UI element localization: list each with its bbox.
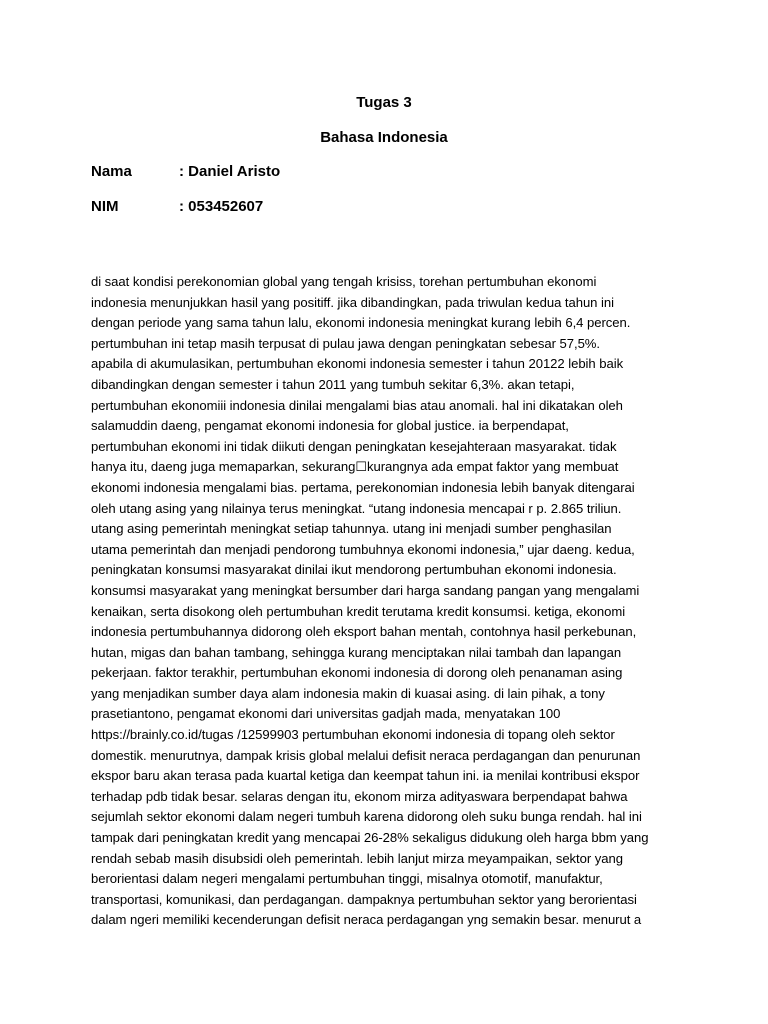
body-line: pekerjaan. faktor terakhir, pertumbuhan ekonomi indonesia di dorong oleh penanaman asing [91,665,623,681]
document-subtitle: Bahasa Indonesia [320,129,448,146]
body-line: dengan periode yang sama tahun lalu, ekonomi indonesia meningkat kurang lebih 6,4 percen. [91,315,631,331]
body-line: apabila di akumulasikan, pertumbuhan ekonomi indonesia semester i tahun 20122 lebih baik [91,356,624,372]
body-line: kenaikan, serta disokong oleh pertumbuhan kredit terutama kredit konsumsi. ketiga, ekonomi [91,603,626,619]
body-line: salamuddin daeng, pengamat ekonomi indonesia for global justice. ia berpendapat, [91,418,569,434]
nim-row [91,198,263,216]
name-row [91,163,280,181]
body-line: utang asing pemerintah meningkat setiap tahunnya. utang ini menjadi sumber penghasilan [91,521,612,537]
body-line: hanya itu, daeng juga memaparkan, sekurang☐kurangnya ada empat faktor yang membuat [91,459,619,475]
body-line: yang menjadikan sumber daya alam indonesia makin di kuasai asing. di lain pihak, a tony [91,685,605,701]
body-line: oleh utang asing yang nilainya terus meningkat. “utang indonesia mencapai r p. 2.865 triliun. [91,500,622,516]
body-line: ekspor baru akan terasa pada kuartal ketiga dan keempat tahun ini. ia menilai kontribusi ekspor [91,768,640,784]
body-line: prasetiantono, pengamat ekonomi dari universitas gadjah mada, menyatakan 100 [91,706,561,722]
body-line: konsumsi masyarakat yang meningkat bersumber dari harga sandang pangan yang mengalami [91,582,640,598]
essay-body [91,272,681,931]
body-line: utama pemerintah dan menjadi pendorong tumbuhnya ekonomi indonesia,” ujar daeng. kedua, [91,541,635,557]
body-line: hutan, migas dan bahan tambang, sehingga kurang menciptakan nilai tambah dan lapangan [91,644,622,660]
body-line: di saat kondisi perekonomian global yang tengah krisiss, torehan pertumbuhan ekonomi [91,274,597,289]
body-line: dalam ngeri memiliki kecenderungan defisit neraca perdagangan yng semakin besar. menurut a [91,912,642,928]
body-line: peningkatan konsumsi masyarakat dinilai ikut mendorong pertumbuhan ekonomi indonesia. [91,562,617,578]
body-line: https://brainly.co.id/tugas /12599903 pertumbuhan ekonomi indonesia di topang oleh sektor [91,727,615,743]
body-line: indonesia menunjukkan hasil yang positiff. jika dibandingkan, pada triwulan kedua tahun ini [91,294,614,310]
nim-value: : 053452607 [179,198,264,215]
body-line: dibandingkan dengan semester i tahun 2011 yang tumbuh sekitar 6,3%. akan tetapi, [91,376,575,392]
body-line: terhadap pdb tidak besar. selaras dengan itu, ekonom mirza adityaswara berpendapat bahwa [91,788,628,804]
nim-label: NIM [91,198,119,215]
body-line: pertumbuhan ini tetap masih terpusat di pulau jawa dengan peningkatan sebesar 57,5%. [91,335,600,351]
body-line: pertumbuhan ekonomiii indonesia dinilai mengalami bias atau anomali. hal ini dikatakan oleh [91,397,623,413]
name-value: : Daniel Aristo [179,163,281,180]
body-line: indonesia pertumbuhannya didorong oleh eksport bahan mentah, contohnya hasil perkebunan, [91,624,637,640]
body-line: domestik. menurutnya, dampak krisis global melalui defisit neraca perdagangan dan penurunan [91,747,641,763]
body-line: transportasi, komunikasi, dan perdagangan. dampaknya pertumbuhan sektor yang berorientasi [91,891,637,907]
body-line: sejumlah sektor ekonomi dalam negeri tumbuh karena didorong oleh suku bunga rendah. hal ini [91,809,642,825]
name-label: Nama [91,163,132,180]
body-line: rendah sebab masih disubsidi oleh pemerintah. lebih lanjut mirza meyampaikan, sektor yang [91,850,623,866]
body-line: pertumbuhan ekonomi ini tidak diikuti dengan peningkatan kesejahteraan masyarakat. tidak [91,438,617,454]
body-line: ekonomi indonesia mengalami bias. pertama, perekonomian indonesia lebih banyak ditengarai [91,479,635,495]
body-line: berorientasi dalam negeri mengalami pertumbuhan tinggi, misalnya otomotif, manufaktur, [91,871,603,887]
document-title: Tugas 3 [356,94,412,111]
body-line: tampak dari peningkatan kredit yang mencapai 26-28% sekaligus didukung oleh harga bbm yang [91,830,649,846]
